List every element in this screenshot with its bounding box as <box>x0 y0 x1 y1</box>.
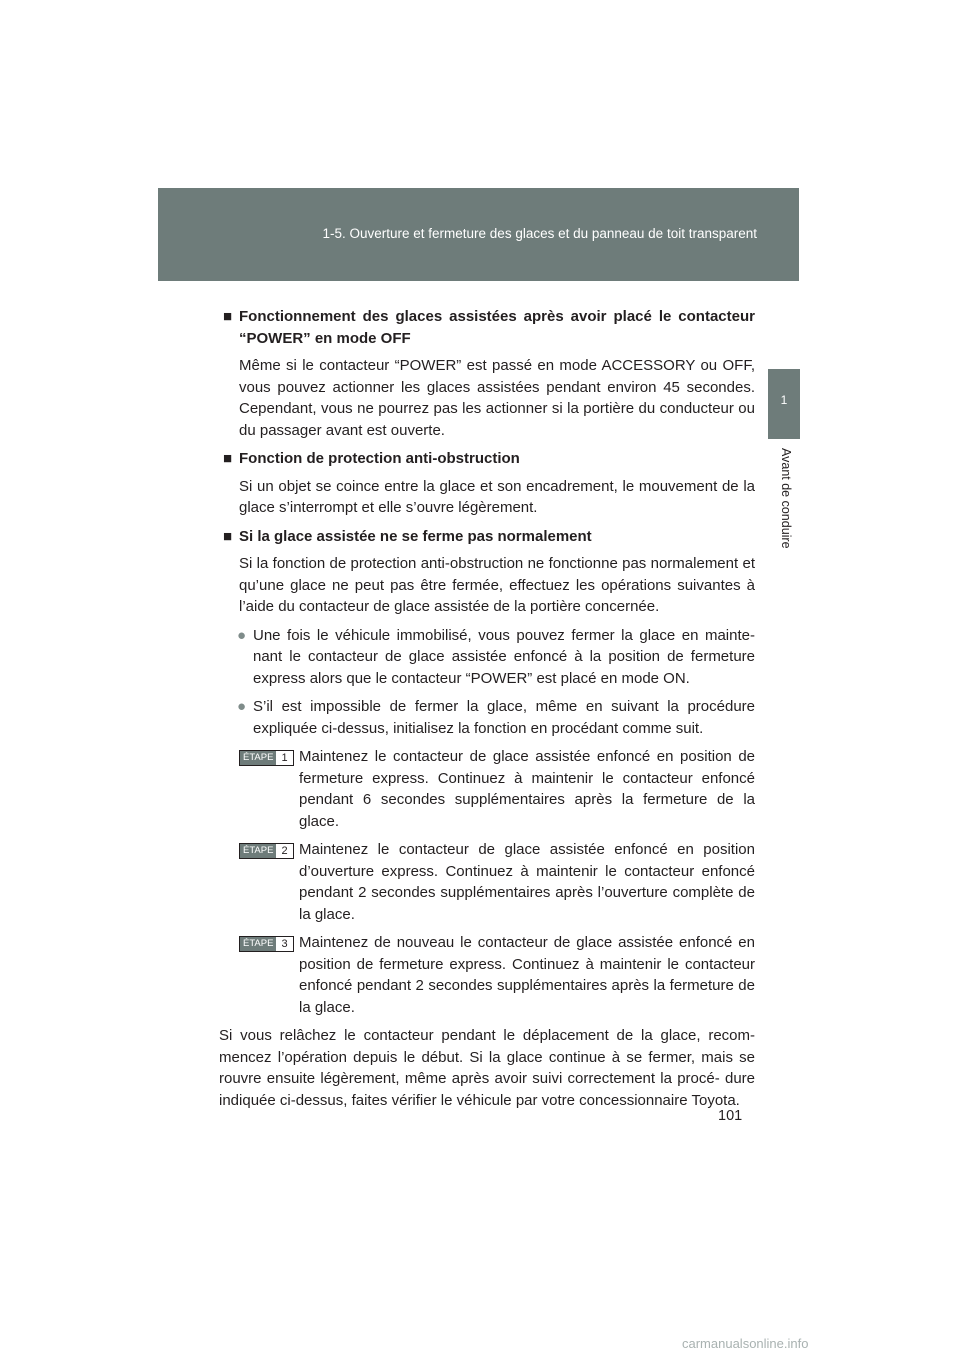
section-title-text: Si la glace assistée ne se ferme pas normalement <box>239 527 592 545</box>
step-text: Maintenez le contacteur de glace assistée enfoncé en position d’ouverture express. Continuez à maintenir le contacteur enfoncé pendant 2 secondes supplémentaires après l’ouverture complète de la glace. <box>299 841 755 923</box>
step-badge <box>239 843 294 859</box>
side-tab <box>768 369 800 439</box>
section-text: Même si le contacteur “POWER” est passé en mode ACCESSORY ou OFF, vous pouvez actionner les glaces assistées pendant environ 45 secondes. Cependant, vous ne pourrez pas les actionner si la portière du conducteur ou du passager avant est ouverte. <box>239 357 755 439</box>
step-3 <box>219 932 755 1018</box>
closing-paragraph: Si vous relâchez le contacteur pendant le déplacement de la glace, recom- mencez l’opération depuis le début. Si la glace continue à se fermer, mais se rouvre ensuite légèrement, même après avoir suivi correctement la procé- dure indiquée ci-dessus, faites vérifier le véhicule par votre concessionnaire Toyota. <box>219 1027 755 1109</box>
section-title <box>219 306 755 349</box>
step-text: Maintenez de nouveau le contacteur de glace assistée enfoncé en position de fermeture express. Continuez à maintenir le contacteur enfoncé pendant 2 secondes supplémentaires après la fermeture de la glace. <box>299 934 755 1016</box>
side-tab-number: 1 <box>780 393 788 407</box>
square-bullet-icon: ■ <box>223 308 233 325</box>
section-title-text: Fonction de protection anti-obstruction <box>239 450 520 467</box>
step-text: Maintenez le contacteur de glace assistée enfoncé en position de fermeture express. Continuez à maintenir le contacteur enfoncé pendant 6 secondes supplémentaires après la fermeture de la glace. <box>299 748 755 830</box>
section-title <box>219 526 755 548</box>
section-power-off <box>219 306 755 441</box>
step-2 <box>219 839 755 925</box>
section-title-text: Fonctionnement des glaces assistées après avoir placé le contacteur “POWER” en mode OFF <box>239 308 755 347</box>
section-not-closing <box>219 526 755 1112</box>
step-badge-label: ÉTAPE <box>240 844 276 858</box>
square-bullet-icon: ■ <box>223 450 233 467</box>
section-anti-obstruction <box>219 448 755 519</box>
square-bullet-icon: ■ <box>223 527 233 545</box>
step-badge <box>239 750 294 766</box>
list-item-text: Une fois le véhicule immobilisé, vous pouvez fermer la glace en mainte- nant le contacteur de glace assistée enfoncé à la position de fermeture express alors que le contacteur “POWER” est placé en mode ON. <box>253 626 755 687</box>
step-1 <box>219 746 755 832</box>
side-tab-label: Avant de conduire <box>779 448 793 549</box>
step-badge-number: 1 <box>276 751 292 765</box>
step-badge-label: ÉTAPE <box>240 751 276 765</box>
list-item-text: S’il est impossible de fermer la glace, même en suivant la procédure expliquée ci-dessus, initialisez la fonction en procédant comme suit. <box>253 698 755 737</box>
step-badge <box>239 936 294 952</box>
page-number: 101 <box>718 1108 743 1124</box>
step-badge-number: 2 <box>276 844 292 858</box>
step-badge-number: 3 <box>276 937 292 951</box>
list-item <box>219 625 755 690</box>
circle-bullet-icon: ● <box>237 626 247 644</box>
circle-bullet-icon: ● <box>237 698 247 715</box>
section-text: Si un objet se coince entre la glace et son encadrement, le mouvement de la glace s’interrompt et elle s’ouvre légèrement. <box>239 477 755 516</box>
chapter-header <box>158 188 799 281</box>
watermark-logo: carmanualsonline.info <box>682 1336 809 1351</box>
list-item <box>219 696 755 739</box>
chapter-title: 1-5. Ouverture et fermeture des glaces et du panneau de toit transparent <box>322 226 757 241</box>
section-title <box>219 448 755 470</box>
section-text: Si la fonction de protection anti-obstruction ne fonctionne pas normalement et qu’une glace ne peut pas être fermée, effectuez les opérations suivantes à l’aide du contacteur de glace assistée de la portière concernée. <box>239 555 755 615</box>
step-badge-label: ÉTAPE <box>240 937 276 951</box>
page-content <box>219 306 755 1118</box>
